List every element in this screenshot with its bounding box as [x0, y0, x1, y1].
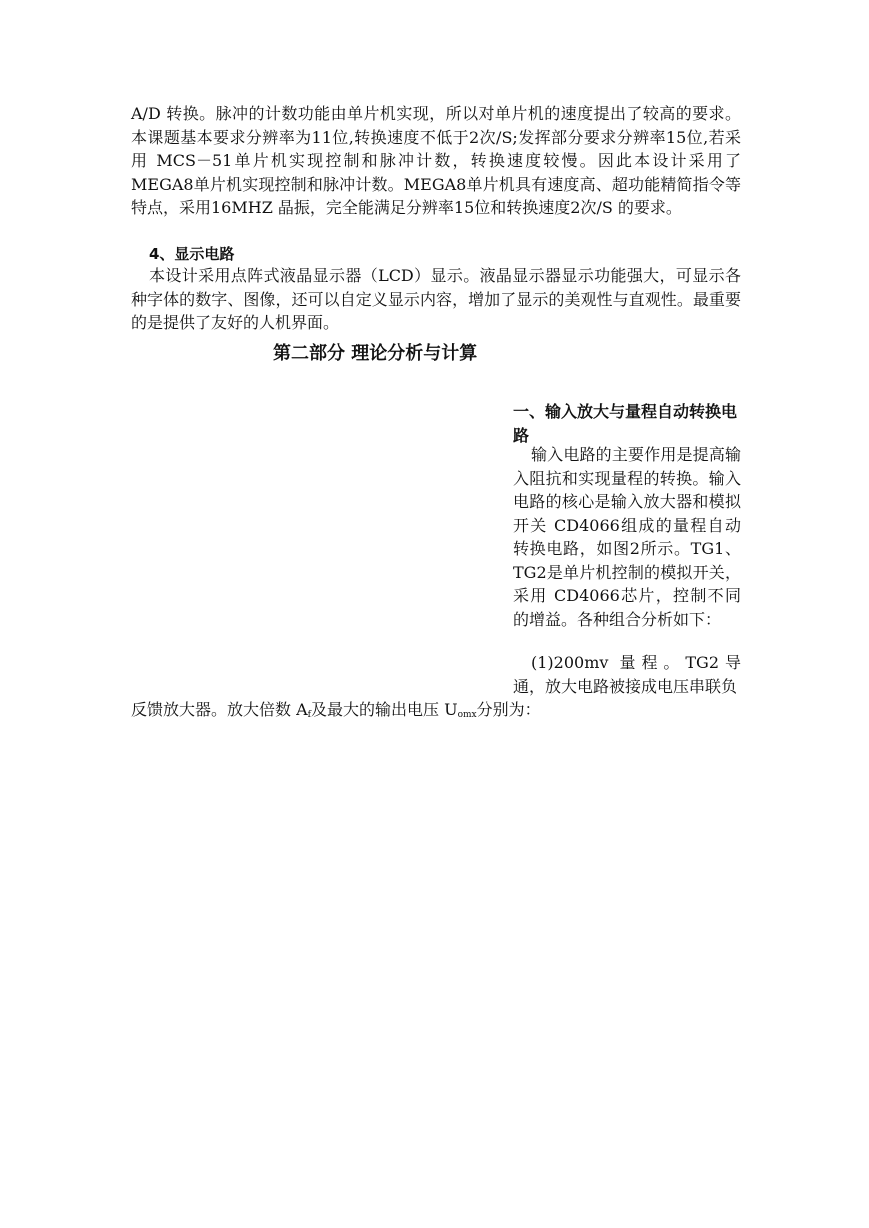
section-title-input-amplifier: 一、输入放大与量程自动转换电路 — [513, 402, 738, 445]
paragraph-input-circuit: 输入电路的主要作用是提高输入阻抗和实现量程的转换。输入电路的核心是输入放大器和模拟开关 CD4066组成的量程自动转换电路，如图2所示。TG1、TG2是单片机控制的模拟开关，采用 CD4066芯片，控制不同的增益。各种组合分析如下： — [513, 445, 741, 629]
part-title: 第二部分 理论分析与计算 — [273, 343, 478, 364]
heading-display-circuit: 4、显示电路 — [149, 245, 235, 263]
feedback-text-mid: 及最大的输出电压 U — [311, 700, 458, 719]
feedback-text-suffix: 分别为： — [476, 700, 541, 719]
paragraph-200mv-range: (1)200mv 量程。TG2导通，放大电路被接成电压串联负 — [513, 653, 741, 696]
figure-placeholder — [131, 395, 501, 695]
paragraph-lcd-display: 本设计采用点阵式液晶显示器（LCD）显示。液晶显示器显示功能强大，可显示各种字体的数字、图像，还可以自定义显示内容，增加了显示的美观性与直观性。最重要的是提供了友好的人机界面。 — [131, 266, 741, 332]
paragraph-feedback-amplifier — [131, 698, 741, 728]
subscript-omx: omx — [457, 710, 477, 720]
feedback-text-prefix: 反馈放大器。放大倍数 A — [131, 700, 308, 719]
paragraph-ad-conversion: A/D 转换。脉冲的计数功能由单片机实现，所以对单片机的速度提出了较高的要求。本课题基本要求分辨率为11位,转换速度不低于2次/S;发挥部分要求分辨率15位,若采用 MCS－51单片机实现控制和脉冲计数，转换速度较慢。因此本设计采用了 MEGA8单片机实现控制和脉冲计数。MEGA8单片机具有速度高、超功能精简指令等特点，采用16MHZ 晶振，完全能满足分辨率15位和转换速度2次/S 的要求。 — [131, 104, 741, 217]
subscript-f: f — [307, 710, 311, 720]
